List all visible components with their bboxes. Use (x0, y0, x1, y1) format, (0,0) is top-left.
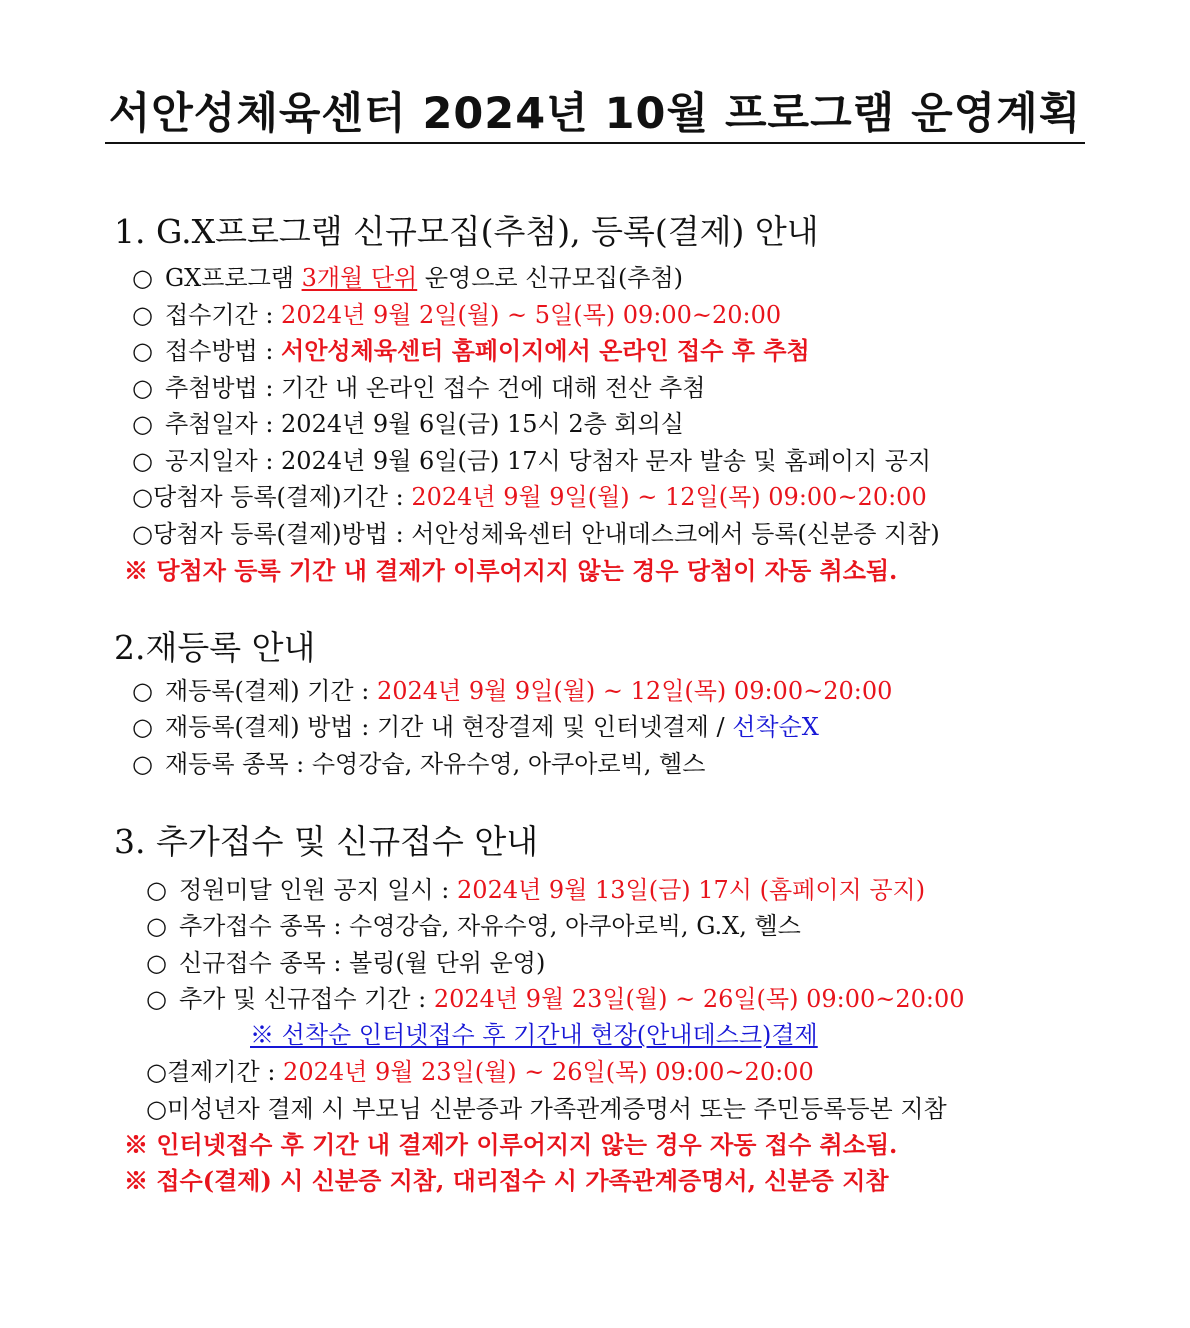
s1-reception-method-line: ○ 접수방법 : 서안성체육센터 홈페이지에서 온라인 접수 후 추첨 (132, 336, 810, 365)
reregister-period-value: 2024년 9월 9일(월) ~ 12일(목) 09:00~20:00 (376, 677, 893, 705)
registration-period-value: 2024년 9월 23일(월) ~ 26일(목) 09:00~20:00 (433, 985, 965, 1013)
s1-draw-method-line: ○ 추첨방법 : 기간 내 온라인 접수 건에 대해 전산 추첨 (132, 374, 706, 402)
s3-id-notice: ※ 접수(결제) 시 신분증 지참, 대리접수 시 가족관계증명서, 신분증 지참 (124, 1166, 889, 1195)
s2-reregister-items-line: ○ 재등록 종목 : 수영강습, 자유수영, 아쿠아로빅, 헬스 (132, 750, 706, 778)
payment-period-value: 2024년 9월 23일(월) ~ 26일(목) 09:00~20:00 (283, 1058, 814, 1086)
s1-winner-payment-method-line: ○당첨자 등록(결제)방법 : 서안성체육센터 안내데스크에서 등록(신분증 지참) (132, 520, 940, 548)
s2-reregister-period-line: ○ 재등록(결제) 기간 : 2024년 9월 9일(월) ~ 12일(목) 09:00~20:00 (132, 677, 893, 705)
reception-period-value: 2024년 9월 2일(월) ~ 5일(목) 09:00~20:00 (281, 301, 782, 329)
s3-additional-items-line: ○ 추가접수 종목 : 수영강습, 자유수영, 아쿠아로빅, G.X, 헬스 (146, 912, 801, 940)
s2-reregister-method-line: ○ 재등록(결제) 방법 : 기간 내 현장결제 및 인터넷결제 / 선착순X (132, 713, 819, 741)
s1-cancel-notice: ※ 당첨자 등록 기간 내 결제가 이루어지지 않는 경우 당첨이 자동 취소됨. (124, 556, 898, 585)
section-3-heading: 3. 추가접수 및 신규접수 안내 (114, 822, 539, 861)
s3-cancel-notice: ※ 인터넷접수 후 기간 내 결제가 이루어지지 않는 경우 자동 접수 취소됨. (124, 1130, 898, 1159)
highlight-3-month: 3개월 단위 (301, 264, 418, 292)
s3-minor-payment-line: ○미성년자 결제 시 부모님 신분증과 가족관계증명서 또는 주민등록등본 지참 (146, 1095, 947, 1123)
s1-gx-recruit-line: ○ GX프로그램 3개월 단위 운영으로 신규모집(추첨) (132, 264, 684, 292)
bullet: ○ (132, 264, 153, 292)
s1-winner-payment-period-line: ○당첨자 등록(결제)기간 : 2024년 9월 9일(월) ~ 12일(목) 09:00~20:00 (132, 483, 927, 511)
winner-payment-period-value: 2024년 9월 9일(월) ~ 12일(목) 09:00~20:00 (411, 483, 927, 511)
reception-method-value: 서안성체육센터 홈페이지에서 온라인 접수 후 추첨 (281, 336, 810, 365)
s3-payment-period-line: ○결제기간 : 2024년 9월 23일(월) ~ 26일(목) 09:00~20:00 (146, 1058, 814, 1086)
s3-registration-period-line: ○ 추가 및 신규접수 기간 : 2024년 9월 23일(월) ~ 26일(목) 09:00~20:00 (146, 985, 965, 1013)
s1-notice-date-line: ○ 공지일자 : 2024년 9월 6일(금) 17시 당첨자 문자 발송 및 홈페이지 공지 (132, 447, 932, 475)
document-title: 서안성체육센터 2024년 10월 프로그램 운영계획 (0, 88, 1190, 144)
s3-new-items-line: ○ 신규접수 종목 : 볼링(월 단위 운영) (146, 949, 546, 977)
first-come-value: 선착순X (732, 713, 819, 741)
vacancy-notice-value: 2024년 9월 13일(금) 17시 (홈페이지 공지) (457, 876, 926, 904)
s1-reception-period-line: ○ 접수기간 : 2024년 9월 2일(월) ~ 5일(목) 09:00~20:00 (132, 301, 782, 329)
s3-first-come-notice: ※ 선착순 인터넷접수 후 기간내 현장(안내데스크)결제 (250, 1021, 818, 1049)
s1-draw-date-line: ○ 추첨일자 : 2024년 9월 6일(금) 15시 2층 회의실 (132, 410, 684, 438)
section-1-heading: 1. G.X프로그램 신규모집(추첨), 등록(결제) 안내 (114, 212, 819, 251)
section-2-heading: 2.재등록 안내 (114, 628, 316, 667)
s3-vacancy-notice-line: ○ 정원미달 인원 공지 일시 : 2024년 9월 13일(금) 17시 (홈페이지 공지) (146, 876, 926, 904)
